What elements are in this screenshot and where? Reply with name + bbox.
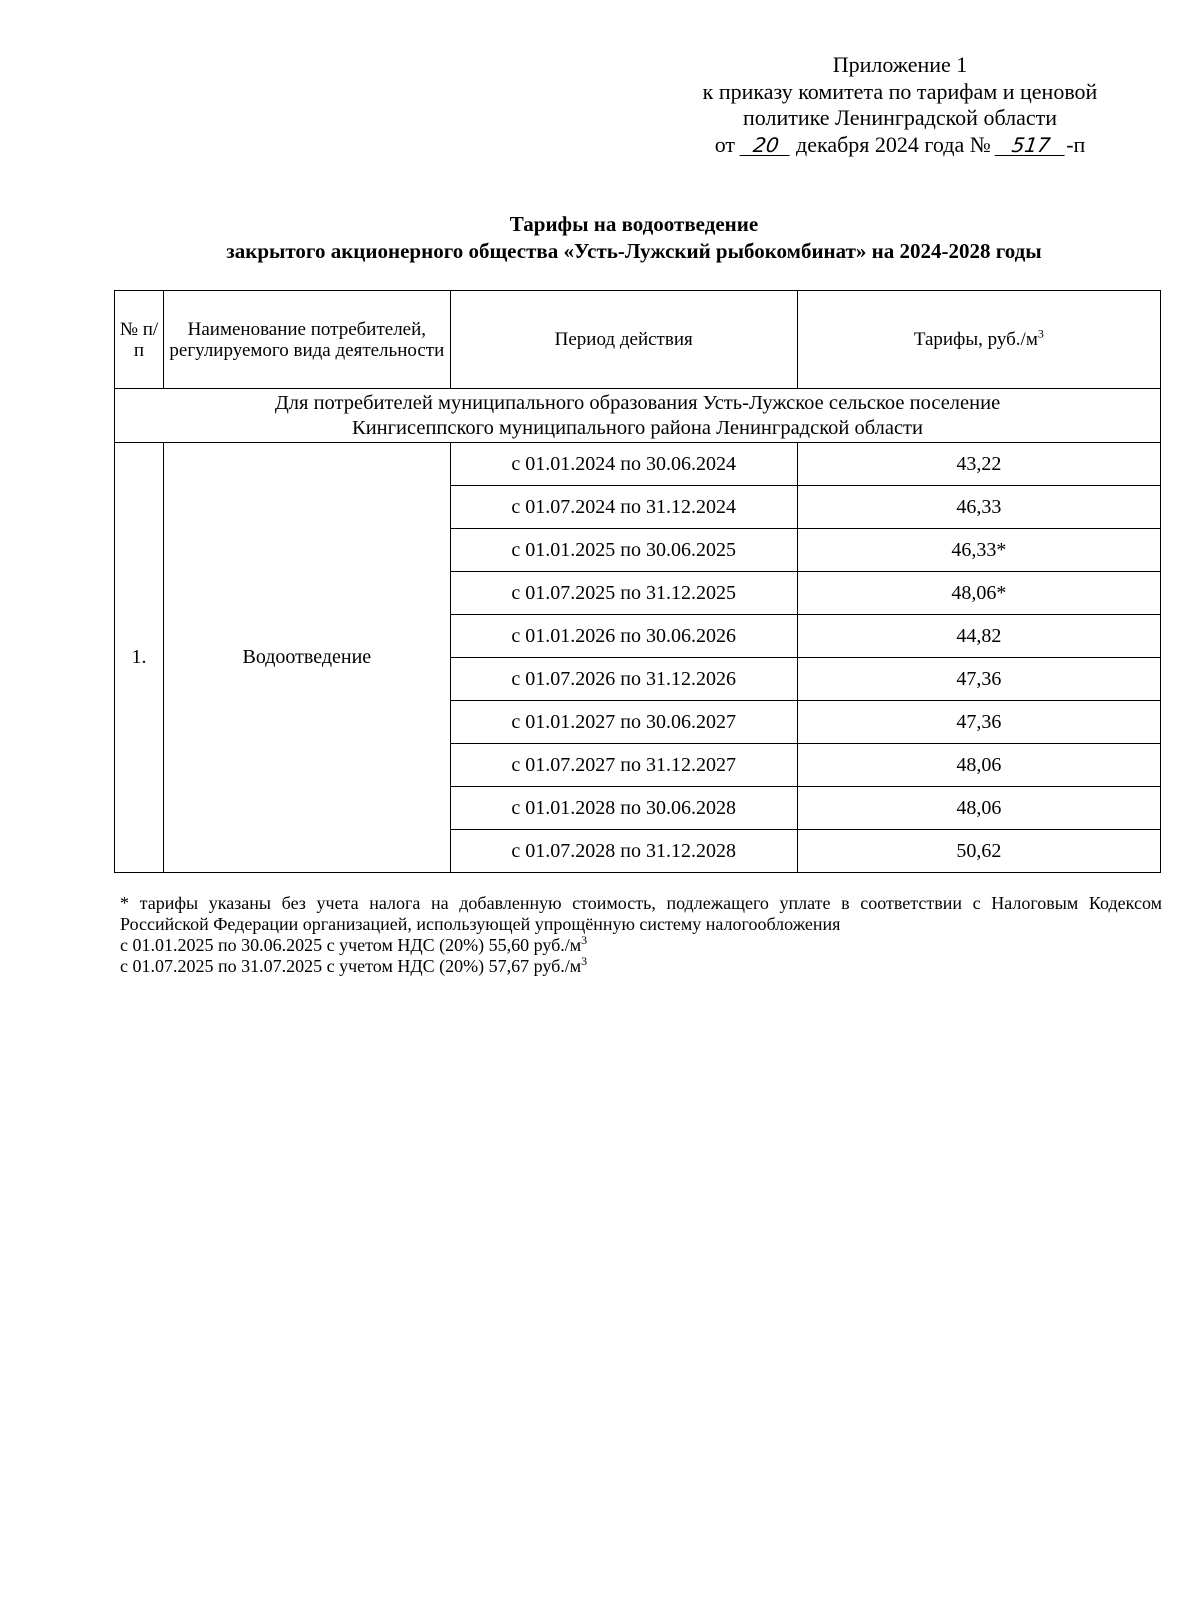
footnote-vat-2: [120, 956, 1162, 977]
header-number: № п/п: [115, 291, 164, 389]
title-line-1: Тарифы на водоотведение: [509, 212, 759, 236]
header-period: Период действия: [450, 291, 797, 389]
appendix-date-line: [660, 132, 1140, 159]
table-row: [115, 443, 1161, 486]
tariff-cell: 48,06: [797, 787, 1160, 830]
header-name: Наименование потребителей, регулируемого вида деятельности: [163, 291, 450, 389]
appendix-committee: политике Ленинградской области: [742, 105, 1057, 130]
period-cell: с 01.07.2027 по 31.12.2027: [450, 744, 797, 787]
footnote-note: * тарифы указаны без учета налога на добавленную стоимость, подлежащего уплате в соответствии с Налоговым Кодексом Российской Федерации организацией, использующей упрощённую систему налогообложения: [120, 893, 1162, 934]
tariff-cell: 43,22: [797, 443, 1160, 486]
tariff-cell: 47,36: [797, 658, 1160, 701]
section-row: [115, 389, 1161, 443]
period-cell: с 01.01.2028 по 30.06.2028: [450, 787, 797, 830]
appendix-header: [660, 52, 1140, 158]
vat-sup-2: 3: [581, 954, 588, 968]
header-tariff-label: Тарифы, руб./м: [913, 329, 1038, 350]
tariff-cell: 48,06: [797, 744, 1160, 787]
item-name: Водоотведение: [163, 443, 450, 873]
tariff-rows: [115, 443, 1161, 873]
header-tariff-sup: 3: [1037, 326, 1044, 341]
tariff-cell: 46,33*: [797, 529, 1160, 572]
appendix-title: Приложение 1: [832, 52, 968, 77]
tariff-cell: 47,36: [797, 701, 1160, 744]
period-cell: с 01.01.2026 по 30.06.2026: [450, 615, 797, 658]
appendix-order-ref: к приказу комитета по тарифам и ценовой: [702, 78, 1098, 104]
item-number: 1.: [115, 443, 164, 873]
period-cell: с 01.01.2024 по 30.06.2024: [450, 443, 797, 486]
period-cell: с 01.07.2026 по 31.12.2026: [450, 658, 797, 701]
order-suffix: -п: [1066, 131, 1086, 157]
date-prefix: от: [714, 131, 736, 157]
section-line-2: Кингисеппского муниципального района Ленинградской области: [352, 416, 923, 439]
tariff-cell: 50,62: [797, 830, 1160, 873]
footnote: [120, 893, 1162, 977]
vat-sup-1: 3: [581, 933, 588, 947]
table-header-row: [115, 291, 1161, 389]
vat-line-2: с 01.07.2025 по 31.07.2025 с учетом НДС (20%) 57,67 руб./м: [120, 956, 582, 976]
tariff-cell: 44,82: [797, 615, 1160, 658]
document-title: [114, 211, 1154, 265]
title-line-2: закрытого акционерного общества «Усть-Лужский рыбокомбинат» на 2024-2028 годы: [226, 239, 1042, 263]
tariff-table: [114, 290, 1161, 873]
footnote-vat-1: [120, 935, 1162, 956]
period-cell: с 01.07.2024 по 31.12.2024: [450, 486, 797, 529]
period-cell: с 01.07.2025 по 31.12.2025: [450, 572, 797, 615]
handwritten-day: 20: [739, 135, 792, 156]
section-consumers: [115, 389, 1161, 443]
vat-line-1: с 01.01.2025 по 30.06.2025 с учетом НДС (20%) 55,60 руб./м: [120, 935, 582, 955]
tariff-cell: 48,06*: [797, 572, 1160, 615]
handwritten-order-number: 517: [995, 135, 1068, 156]
tariff-cell: 46,33: [797, 486, 1160, 529]
period-cell: с 01.01.2027 по 30.06.2027: [450, 701, 797, 744]
period-cell: с 01.07.2028 по 31.12.2028: [450, 830, 797, 873]
period-cell: с 01.01.2025 по 30.06.2025: [450, 529, 797, 572]
header-tariff: [797, 291, 1160, 389]
date-rest: декабря 2024 года №: [796, 131, 991, 157]
section-line-1: Для потребителей муниципального образования Усть-Лужское сельское поселение: [274, 391, 1001, 414]
